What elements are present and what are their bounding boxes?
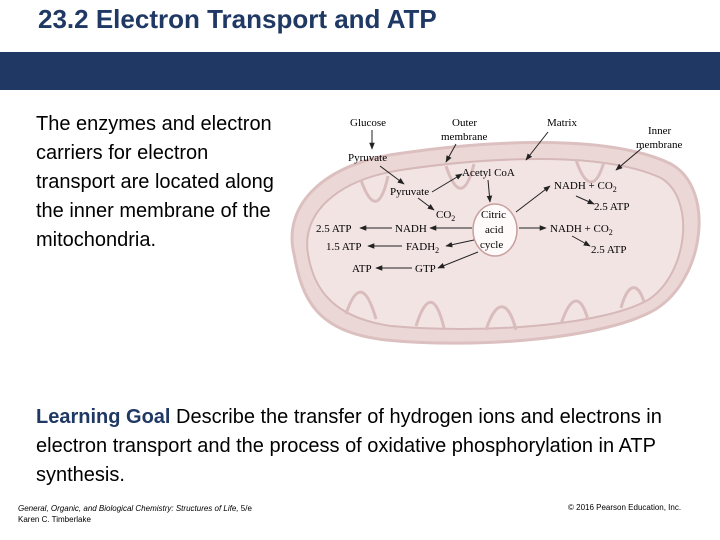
nadh-co2-top-text: NADH + CO bbox=[554, 180, 613, 192]
intro-text: The enzymes and electron carriers for electron transport are located along the inner membrane of the mitochondria. bbox=[36, 113, 274, 251]
atp-25-left-label: 2.5 ATP bbox=[316, 223, 352, 235]
slide-title: 23.2 Electron Transport and ATP bbox=[38, 4, 437, 34]
learning-goal-label: Learning Goal bbox=[36, 406, 171, 428]
nadh-co2-bottom-text: NADH + CO bbox=[550, 223, 609, 235]
citric-label-1: Citric bbox=[481, 209, 507, 221]
inner-membrane-label-1: Inner bbox=[648, 125, 672, 137]
outer-membrane-label-2: membrane bbox=[441, 131, 488, 143]
footer-copyright: © 2016 Pearson Education, Inc. bbox=[568, 503, 682, 512]
gtp-label: GTP bbox=[415, 263, 436, 275]
atp-15-left-label: 1.5 ATP bbox=[326, 241, 362, 253]
atp-left-label: ATP bbox=[352, 263, 372, 275]
footer-book-title: General, Organic, and Biological Chemistry: Structures of Life, bbox=[18, 504, 239, 513]
learning-goal bbox=[36, 403, 696, 490]
matrix-label: Matrix bbox=[547, 117, 577, 129]
fadh2-subscript: 2 bbox=[435, 246, 440, 255]
footer-book-line bbox=[18, 503, 252, 514]
footer-author: Karen C. Timberlake bbox=[18, 515, 91, 524]
title-bar bbox=[0, 52, 720, 90]
nadh-co2-bottom-subscript: 2 bbox=[608, 228, 613, 237]
co2-subscript: 2 bbox=[451, 214, 456, 223]
citric-label-3: cycle bbox=[480, 239, 504, 251]
mitochondrion-diagram bbox=[276, 104, 716, 348]
learning-goal-text: Describe the transfer of hydrogen ions and electrons in electron transport and the process of oxidative phosphorylation in ATP synthesis. bbox=[36, 406, 662, 486]
footer-edition: 5/e bbox=[238, 504, 252, 513]
nadh-co2-top-subscript: 2 bbox=[612, 185, 617, 194]
fadh2-text: FADH bbox=[406, 241, 436, 253]
glucose-label: Glucose bbox=[350, 117, 387, 129]
atp-25-right-bottom-label: 2.5 ATP bbox=[591, 244, 627, 256]
atp-25-right-top-label: 2.5 ATP bbox=[594, 201, 630, 213]
co2-text: CO bbox=[436, 209, 452, 221]
inner-membrane-label-2: membrane bbox=[636, 139, 683, 151]
pyruvate-inner-label: Pyruvate bbox=[390, 186, 430, 198]
acetyl-coa-label: Acetyl CoA bbox=[462, 167, 515, 179]
nadh-co2-top-label bbox=[554, 180, 617, 194]
nadh-left-label: NADH bbox=[395, 223, 427, 235]
nadh-co2-bottom-label bbox=[550, 223, 613, 237]
citric-label-2: acid bbox=[485, 224, 504, 236]
outer-membrane-label-1: Outer bbox=[452, 117, 478, 129]
fadh2-label bbox=[406, 241, 439, 255]
footer-citation bbox=[18, 503, 252, 525]
pyruvate-outer-label: Pyruvate bbox=[348, 152, 388, 164]
